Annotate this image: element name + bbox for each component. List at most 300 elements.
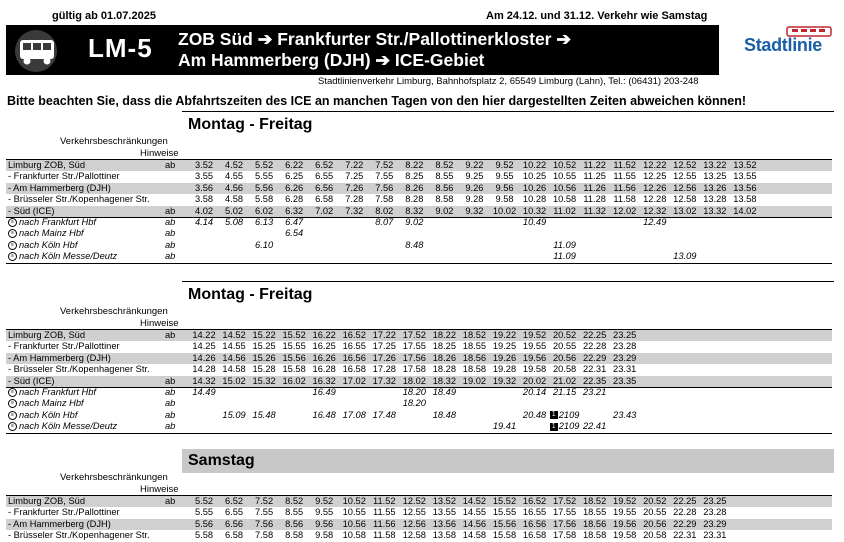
departure-marker: ab (165, 239, 176, 250)
departure-time: 18.20 (402, 387, 426, 397)
departure-time: 15.58 (492, 530, 517, 541)
departure-time: 7.56 (375, 182, 394, 193)
table-row (6, 183, 832, 194)
departure-marker: ab (165, 421, 176, 432)
departure-time: 17.02 (342, 375, 366, 386)
departure-time: 11.56 (373, 518, 396, 529)
departure-time: 9.52 (315, 496, 334, 506)
departure-time: 15.58 (282, 364, 306, 375)
departure-time: 20.02 (522, 375, 547, 386)
departure-time: 18.28 (432, 364, 457, 375)
departure-time: 8.55 (435, 171, 454, 182)
restrictions-label: Verkehrsbeschränkungen (60, 136, 168, 147)
section-rule (182, 281, 834, 282)
departure-time: 23.21 (583, 387, 607, 397)
departure-time: 12.22 (643, 160, 667, 170)
departure-time: 7.55 (375, 171, 394, 182)
departure-time: 20.52 (552, 330, 577, 340)
departure-time: 10.22 (522, 160, 547, 170)
departure-time: 18.48 (432, 409, 457, 420)
departure-time: 7.56 (255, 518, 274, 529)
departure-time: 9.26 (465, 182, 484, 193)
departure-time: 17.56 (402, 352, 426, 363)
section-title: Samstag (182, 449, 834, 473)
table-row (6, 330, 832, 341)
departure-time: 12.58 (673, 194, 697, 205)
departure-time: 7.52 (255, 496, 274, 506)
departure-time: 14.55 (222, 341, 246, 352)
section-title: Montag - Freitag (188, 286, 313, 303)
notes-label: Hinweise (140, 148, 179, 159)
departure-time: 15.55 (282, 341, 306, 352)
departure-time: 19.32 (492, 375, 517, 386)
departure-time: 14.02 (733, 205, 757, 216)
departure-time: 13.28 (703, 194, 727, 205)
departure-time: 16.56 (522, 518, 547, 529)
stop-name: - Brüsseler Str./Kopenhagener Str. (8, 530, 150, 541)
departure-time: 10.26 (522, 182, 547, 193)
ice-train-icon: ≡ (8, 411, 17, 420)
departure-time: 8.28 (405, 194, 424, 205)
stop-name: ≡ nach Frankfurt Hbf (8, 217, 96, 228)
departure-marker: ab (165, 330, 176, 340)
departure-time: 19.25 (492, 341, 517, 352)
departure-time: 5.56 (255, 182, 274, 193)
departure-time: 11.32 (583, 205, 606, 216)
stop-name: ≡ nach Köln Hbf (8, 240, 77, 251)
departure-time: 9.58 (495, 194, 514, 205)
departure-time: 16.26 (312, 352, 336, 363)
departure-time: 3.52 (194, 160, 214, 170)
departure-time: 9.22 (465, 160, 484, 170)
table-row (6, 171, 832, 182)
brand-name: Stadtlinie (744, 35, 823, 55)
departure-time: 17.52 (402, 330, 426, 340)
departure-time: 22.28 (673, 507, 697, 518)
departure-marker: ab (165, 496, 176, 506)
departure-time: 11.22 (583, 160, 606, 170)
table-row (6, 217, 832, 228)
departure-time: 11.25 (583, 171, 606, 182)
departure-time: 11.52 (613, 160, 636, 170)
departure-time: 6.28 (285, 194, 304, 205)
departure-time: 18.56 (462, 352, 487, 363)
departure-time: 6.54 (285, 228, 304, 239)
departure-time: 6.52 (224, 496, 244, 506)
departure-time: 7.22 (345, 160, 364, 170)
departure-time: 5.58 (194, 530, 214, 541)
departure-time: 8.32 (405, 205, 424, 216)
departure-time: 18.25 (432, 341, 457, 352)
departure-time: 19.55 (613, 507, 637, 518)
stop-name: - Am Hammerberg (DJH) (8, 352, 111, 363)
departure-time: 14.26 (192, 352, 216, 363)
departure-time: 14.56 (222, 352, 246, 363)
departure-time: 3.58 (194, 194, 214, 205)
footnote-marker: 1 (550, 411, 558, 419)
departure-time: 7.52 (375, 160, 394, 170)
ice-train-icon: ≡ (8, 422, 17, 431)
table-end (6, 263, 832, 264)
departure-time: 18.20 (402, 398, 426, 409)
departure-time: 8.55 (285, 507, 304, 518)
departure-time: 11.09 (553, 239, 576, 250)
departure-time: 23.25 (703, 496, 727, 506)
departure-time: 17.58 (402, 364, 426, 375)
stop-name: - Brüsseler Str./Kopenhagener Str. (8, 194, 150, 205)
notes-label: Hinweise (140, 318, 179, 329)
departure-time: 20.58 (552, 364, 577, 375)
departure-time: 12.28 (643, 194, 667, 205)
departure-time: 13.26 (703, 182, 727, 193)
table-row (6, 353, 832, 364)
departure-time: 22.25 (583, 330, 607, 340)
departure-time: 22.25 (673, 496, 697, 506)
departure-time: 18.49 (432, 387, 457, 397)
departure-time: 23.25 (613, 330, 637, 340)
departure-time: 23.29 (703, 518, 727, 529)
departure-time: 10.58 (552, 194, 577, 205)
departure-time: 10.28 (522, 194, 547, 205)
departure-time: 11.55 (613, 171, 636, 182)
departure-time: 19.26 (492, 352, 517, 363)
departure-time: 20.56 (552, 352, 577, 363)
departure-marker: ab (165, 409, 176, 420)
departure-time: 9.02 (435, 205, 454, 216)
departure-time: 5.08 (224, 217, 244, 227)
departure-time: 14.22 (192, 330, 216, 340)
table-row (6, 496, 832, 507)
departure-time: 10.56 (342, 518, 366, 529)
restrictions-label: Verkehrsbeschränkungen (60, 306, 168, 317)
table-row (6, 341, 832, 352)
departure-time: 11.26 (583, 182, 606, 193)
departure-time: 13.52 (733, 160, 757, 170)
section-title: Montag - Freitag (188, 116, 313, 133)
departure-time: 6.47 (285, 217, 304, 227)
departure-time: 12.49 (643, 217, 667, 227)
departure-time: 15.26 (252, 352, 276, 363)
departure-time: 9.56 (315, 518, 334, 529)
contact-line: Stadtlinienverkehr Limburg, Bahnhofsplatz 2, 65549 Limburg (Lahn), Tel.: (06431) 203-248 (318, 76, 699, 87)
departure-time: 16.56 (342, 352, 366, 363)
table-row (6, 160, 832, 171)
departure-time: 10.02 (492, 205, 517, 216)
departure-time: 20.48 (522, 409, 547, 420)
departure-time: 17.25 (372, 341, 396, 352)
departure-time: 16.52 (522, 496, 547, 506)
departure-time: 8.58 (285, 530, 304, 541)
departure-time: 15.02 (222, 375, 246, 386)
departure-time: 14.56 (462, 518, 487, 529)
departure-time: 18.22 (432, 330, 457, 340)
departure-time: 9.02 (405, 217, 424, 227)
ice-divider (6, 217, 832, 218)
departure-time: 12.02 (613, 205, 637, 216)
route-line-1: ZOB Süd ➔ Frankfurter Str./Pallottinerkloster ➔ (178, 29, 572, 49)
departure-time: 8.07 (375, 217, 394, 227)
route-title (178, 29, 571, 71)
departure-time: 8.48 (405, 239, 424, 250)
departure-time: 19.28 (492, 364, 517, 375)
departure-time: 6.22 (285, 160, 304, 170)
departure-time: 18.32 (432, 375, 457, 386)
departure-time: 13.56 (733, 182, 757, 193)
stop-name: Limburg ZOB, Süd (8, 330, 85, 340)
departure-time: 12.56 (402, 518, 426, 529)
departure-time: 8.58 (435, 194, 454, 205)
departure-time: 16.55 (522, 507, 547, 518)
departure-time: 13.58 (432, 530, 457, 541)
departure-time: 7.58 (255, 530, 274, 541)
departure-time: 18.02 (402, 375, 426, 386)
table-row (6, 387, 832, 398)
departure-time: 13.02 (673, 205, 697, 216)
departure-time: 10.49 (522, 217, 547, 227)
departure-time: 15.48 (252, 409, 276, 420)
departure-time: 20.55 (552, 341, 577, 352)
departure-time: 17.55 (552, 507, 577, 518)
departure-time: 19.52 (522, 330, 547, 340)
departure-time: 4.58 (224, 194, 244, 205)
departure-time: 1 2109 (550, 421, 580, 432)
ice-train-icon: ≡ (8, 218, 17, 227)
table-row (6, 206, 832, 217)
departure-marker: ab (165, 228, 176, 239)
holiday-note: Am 24.12. und 31.12. Verkehr wie Samstag (486, 10, 708, 22)
departure-time: 18.52 (583, 496, 607, 506)
departure-time: 15.55 (492, 507, 517, 518)
stop-name: ≡ nach Mainz Hbf (8, 398, 84, 409)
table-row (6, 194, 832, 205)
departure-time: 6.32 (285, 205, 304, 216)
departure-time: 6.26 (285, 182, 304, 193)
stop-name: ≡ nach Frankfurt Hbf (8, 387, 96, 398)
ice-notice: Bitte beachten Sie, dass die Abfahrtszeiten des ICE an manchen Tagen von den hier dargestellten Zeiten abweichen können! (7, 94, 747, 108)
stadtlinie-logo (744, 26, 836, 66)
departure-time: 9.28 (465, 194, 484, 205)
departure-time: 14.49 (192, 387, 216, 397)
table-row (6, 421, 832, 432)
departure-time: 20.56 (643, 518, 667, 529)
departure-time: 19.41 (492, 421, 517, 432)
departure-time: 12.58 (402, 530, 426, 541)
departure-time: 15.25 (252, 341, 276, 352)
departure-time: 9.52 (495, 160, 514, 170)
departure-time: 4.56 (224, 182, 244, 193)
departure-time: 12.26 (643, 182, 667, 193)
departure-time: 13.55 (733, 171, 757, 182)
departure-time: 11.56 (613, 182, 636, 193)
departure-time: 7.25 (345, 171, 364, 182)
departure-time: 18.58 (583, 530, 607, 541)
departure-time: 17.08 (342, 409, 366, 420)
table-row (6, 507, 832, 518)
departure-time: 13.52 (432, 496, 457, 506)
departure-time: 23.31 (613, 364, 637, 375)
stop-name: - Am Hammerberg (DJH) (8, 182, 111, 193)
departure-time: 17.32 (372, 375, 396, 386)
departure-time: 11.28 (583, 194, 606, 205)
departure-time: 20.58 (643, 530, 667, 541)
departure-time: 15.56 (282, 352, 306, 363)
departure-time: 14.58 (222, 364, 246, 375)
departure-time: 10.25 (522, 171, 547, 182)
departure-time: 5.52 (255, 160, 274, 170)
departure-time: 16.55 (342, 341, 366, 352)
stop-name: - Frankfurter Str./Pallottiner (8, 341, 120, 352)
departure-time: 16.52 (342, 330, 366, 340)
departure-time: 6.02 (255, 205, 274, 216)
departure-time: 8.52 (285, 496, 304, 506)
departure-time: 11.55 (373, 507, 396, 518)
departure-time: 8.56 (435, 182, 454, 193)
notes-label: Hinweise (140, 484, 179, 495)
departure-time: 18.56 (583, 518, 607, 529)
departure-time: 23.28 (703, 507, 727, 518)
departure-time: 16.32 (312, 375, 336, 386)
line-banner (6, 25, 719, 75)
departure-time: 12.52 (673, 160, 697, 170)
departure-time: 18.58 (462, 364, 487, 375)
departure-time: 17.56 (552, 518, 577, 529)
departure-time: 20.52 (643, 496, 667, 506)
departure-time: 7.55 (255, 507, 274, 518)
line-number: LM-5 (88, 33, 153, 63)
departure-time: 12.25 (643, 171, 667, 182)
departure-time: 8.02 (375, 205, 394, 216)
departure-time: 23.31 (703, 530, 727, 541)
departure-time: 9.55 (495, 171, 514, 182)
departure-marker: ab (165, 217, 176, 227)
departure-time: 15.56 (492, 518, 517, 529)
departure-time: 6.56 (315, 182, 334, 193)
departure-time: 19.58 (613, 530, 637, 541)
departure-time: 17.28 (372, 364, 396, 375)
departure-time: 9.32 (465, 205, 484, 216)
departure-time: 19.55 (522, 341, 547, 352)
table-row (6, 398, 832, 409)
departure-marker: ab (165, 398, 176, 409)
departure-time: 10.32 (522, 205, 547, 216)
departure-time: 22.35 (583, 375, 607, 386)
departure-time: 13.58 (733, 194, 757, 205)
departure-time: 17.22 (372, 330, 396, 340)
departure-marker: ab (165, 251, 176, 262)
departure-time: 12.55 (402, 507, 426, 518)
departure-time: 14.28 (192, 364, 216, 375)
departure-time: 12.55 (673, 171, 697, 182)
stop-name: Limburg ZOB, Süd (8, 496, 85, 506)
departure-time: 16.48 (312, 409, 336, 420)
section-rule (182, 111, 834, 112)
departure-time: 3.56 (194, 182, 214, 193)
departure-time: 14.55 (462, 507, 487, 518)
departure-time: 8.22 (405, 160, 424, 170)
departure-time: 5.52 (194, 496, 214, 506)
departure-time: 18.52 (462, 330, 487, 340)
departure-time: 11.09 (553, 251, 576, 262)
stop-name: - Frankfurter Str./Pallottiner (8, 171, 120, 182)
departure-time: 19.52 (613, 496, 637, 506)
table-row (6, 364, 832, 375)
departure-time: 22.31 (583, 364, 607, 375)
departure-time: 6.55 (315, 171, 334, 182)
departure-time: 12.32 (643, 205, 667, 216)
departure-time: 15.22 (252, 330, 276, 340)
departure-time: 22.31 (673, 530, 697, 541)
departure-time: 10.55 (552, 171, 577, 182)
departure-time: 8.56 (285, 518, 304, 529)
departure-time: 10.52 (342, 496, 366, 506)
departure-time: 20.55 (643, 507, 667, 518)
departure-time: 6.56 (224, 518, 244, 529)
departure-time: 18.26 (432, 352, 457, 363)
departure-time: 19.56 (522, 352, 547, 363)
departure-time: 4.55 (224, 171, 244, 182)
departure-time: 23.35 (613, 375, 637, 386)
departure-time: 6.58 (224, 530, 244, 541)
departure-time: 17.52 (552, 496, 577, 506)
departure-time: 16.02 (282, 375, 306, 386)
departure-time: 23.28 (613, 341, 637, 352)
departure-time: 17.55 (402, 341, 426, 352)
departure-time: 16.25 (312, 341, 336, 352)
valid-from: gültig ab 01.07.2025 (52, 10, 156, 22)
bus-icon (10, 29, 74, 73)
departure-time: 18.55 (462, 341, 487, 352)
departure-time: 23.29 (613, 352, 637, 363)
ice-divider (6, 387, 832, 388)
table-row (6, 240, 832, 251)
table-row (6, 519, 832, 530)
departure-time: 5.55 (194, 507, 214, 518)
departure-time: 9.25 (465, 171, 484, 182)
departure-time: 3.55 (194, 171, 214, 182)
departure-time: 12.52 (402, 496, 426, 506)
departure-time: 4.14 (194, 217, 214, 227)
departure-time: 8.25 (405, 171, 424, 182)
departure-time: 22.41 (583, 421, 607, 432)
table-row (6, 228, 832, 239)
departure-time: 21.02 (552, 375, 577, 386)
departure-time: 19.58 (522, 364, 547, 375)
departure-time: 11.52 (373, 496, 396, 506)
departure-time: 16.58 (522, 530, 547, 541)
stop-name: ≡ nach Mainz Hbf (8, 228, 84, 239)
departure-time: 14.52 (222, 330, 246, 340)
departure-time: 13.32 (703, 205, 727, 216)
departure-time: 17.48 (372, 409, 396, 420)
departure-time: 6.52 (315, 160, 334, 170)
departure-time: 11.58 (373, 530, 396, 541)
departure-time: 5.02 (224, 205, 244, 216)
restrictions-label: Verkehrsbeschränkungen (60, 472, 168, 483)
stop-name: ≡ nach Köln Hbf (8, 410, 77, 421)
departure-marker: ab (165, 205, 176, 216)
ice-train-icon: ≡ (8, 241, 17, 250)
departure-time: 11.02 (553, 205, 576, 216)
departure-time: 7.26 (345, 182, 364, 193)
departure-time: 15.09 (222, 409, 246, 420)
departure-time: 13.55 (432, 507, 457, 518)
departure-time: 13.56 (432, 518, 457, 529)
ice-train-icon: ≡ (8, 388, 17, 397)
departure-time: 10.52 (552, 160, 577, 170)
departure-marker: ab (165, 375, 176, 386)
departure-time: 22.28 (583, 341, 607, 352)
departure-time: 6.13 (255, 217, 274, 227)
